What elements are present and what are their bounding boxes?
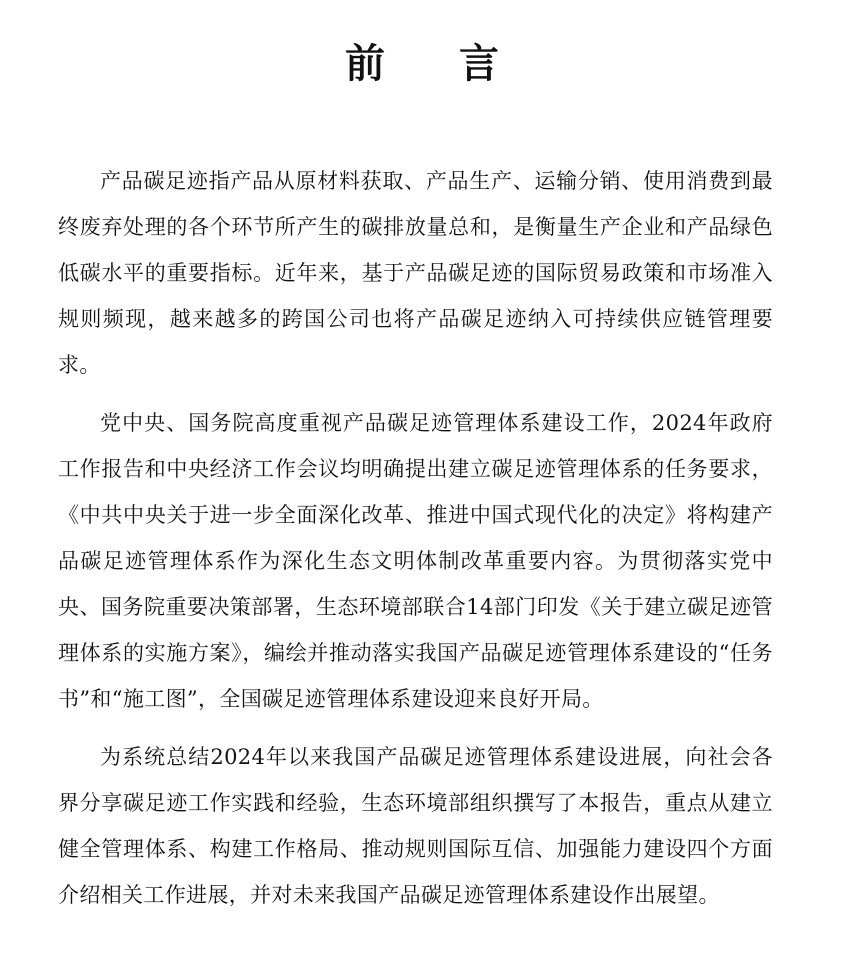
paragraph-2: 党中央、国务院高度重视产品碳足迹管理体系建设工作，2024年政府工作报告和中央经济工作会议均明确提出建立碳足迹管理体系的任务要求，《中共中央关于进一步全面深化改革、推进中国式现代化的决定》将构建产品碳足迹管理体系作为深化生态文明体制改革重要内容。为贯彻落实党中央、国务院重要决策部署，生态环境部联合14部门印发《关于建立碳足迹管理体系的实施方案》，编绘并推动落实我国产品碳足迹管理体系建设的“任务书”和“施工图”，全国碳足迹管理体系建设迎来良好开局。 <box>58 411 773 711</box>
paragraph-1: 产品碳足迹指产品从原材料获取、产品生产、运输分销、使用消费到最终废弃处理的各个环节所产生的碳排放量总和，是衡量生产企业和产品绿色低碳水平的重要指标。近年来，基于产品碳足迹的国际贸易政策和市场准入规则频现，越来越多的跨国公司也将产品碳足迹纳入可持续供应链管理要求。 <box>58 169 773 377</box>
page-title: 前 言 <box>345 40 529 87</box>
paragraph-3: 为系统总结2024年以来我国产品碳足迹管理体系建设进展，向社会各界分享碳足迹工作实践和经验，生态环境部组织撰写了本报告，重点从建立健全管理体系、构建工作格局、推动规则国际互信、加强能力建设四个方面介绍相关工作进展，并对未来我国产品碳足迹管理体系建设作出展望。 <box>58 745 773 907</box>
preface-body <box>58 158 773 930</box>
